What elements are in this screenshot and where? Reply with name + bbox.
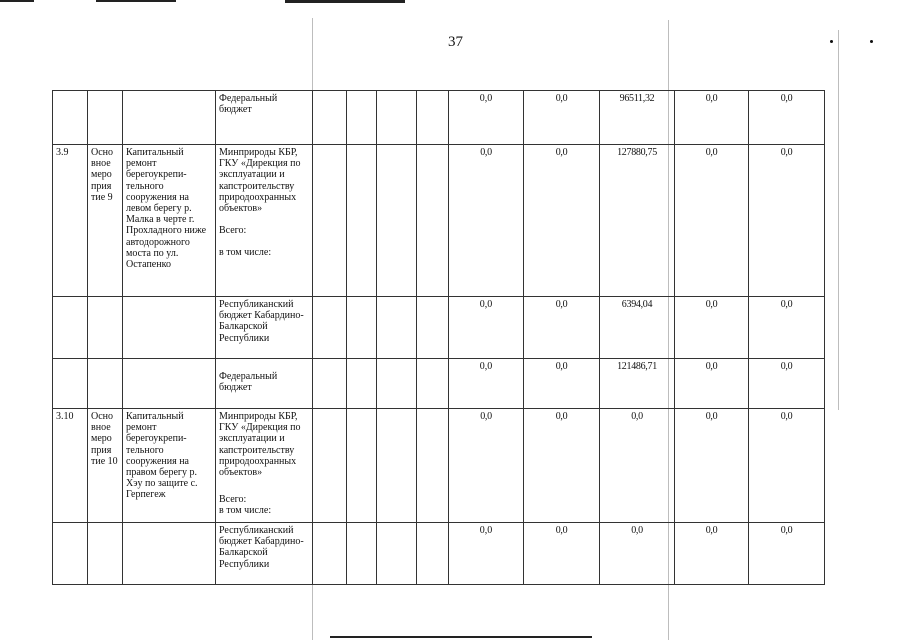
fold-line-far-right: [838, 30, 839, 410]
empty-cell: [347, 145, 377, 297]
row-description: [123, 297, 216, 359]
funding-source-name: Федеральный бюджет: [219, 371, 278, 394]
value-cell: 0,0: [449, 409, 524, 523]
empty-cell: [377, 523, 417, 585]
value-cell: 0,0: [449, 145, 524, 297]
empty-cell: [417, 297, 449, 359]
funding-source: [216, 145, 313, 297]
empty-cell: [313, 91, 347, 145]
value-cell: 0,0: [524, 297, 600, 359]
funding-total-label: Всего:: [219, 225, 247, 237]
empty-cell: [377, 409, 417, 523]
empty-cell: [347, 359, 377, 409]
value-cell: 6394,04: [600, 297, 675, 359]
scan-dot: [830, 40, 833, 43]
value-cell: 0,0: [449, 359, 524, 409]
empty-cell: [377, 91, 417, 145]
row-index: 3.10: [53, 409, 88, 523]
spacer: [219, 214, 309, 225]
funding-source-name: Минприроды КБР, ГКУ «Дирекция по эксплуатации и капстроительству природоохранных объектов»: [219, 147, 301, 215]
table-row: [53, 145, 825, 297]
row-index: [53, 523, 88, 585]
scan-artifact-top-center: [285, 0, 405, 3]
value-cell: 0,0: [600, 523, 675, 585]
value-cell: 0,0: [449, 297, 524, 359]
empty-cell: [377, 359, 417, 409]
funding-source: Федеральный бюджет: [216, 91, 313, 145]
empty-cell: [313, 409, 347, 523]
value-cell: 0,0: [749, 359, 825, 409]
empty-cell: [377, 297, 417, 359]
row-index: [53, 91, 88, 145]
funding-source: Республиканский бюджет Кабардино-Балкарской Республики: [216, 297, 313, 359]
value-cell: 0,0: [675, 409, 749, 523]
row-description: [123, 91, 216, 145]
value-cell: 0,0: [675, 523, 749, 585]
empty-cell: [417, 145, 449, 297]
empty-cell: [347, 409, 377, 523]
table-row: [53, 91, 825, 145]
funding-incl-label: в том числе:: [219, 247, 272, 259]
row-type: [88, 359, 123, 409]
value-cell: 0,0: [600, 409, 675, 523]
row-type: Осно вное меро прия тие 10: [88, 409, 123, 523]
value-cell: 0,0: [749, 297, 825, 359]
scan-artifact-bottom: [330, 636, 592, 638]
empty-cell: [313, 145, 347, 297]
value-cell: 0,0: [524, 145, 600, 297]
value-cell: 0,0: [524, 523, 600, 585]
funding-total-label: Всего:: [219, 494, 247, 506]
value-cell: 0,0: [675, 297, 749, 359]
funding-source: [216, 409, 313, 523]
row-type: [88, 523, 123, 585]
value-cell: 0,0: [524, 359, 600, 409]
value-cell: 0,0: [675, 359, 749, 409]
empty-cell: [417, 91, 449, 145]
value-cell: 0,0: [675, 91, 749, 145]
spacer: [219, 478, 309, 494]
scan-artifact-top-left: [0, 0, 34, 2]
value-cell: 0,0: [524, 409, 600, 523]
empty-cell: [313, 523, 347, 585]
funding-source-name: Минприроды КБР, ГКУ «Дирекция по эксплуатации и капстроительству природоохранных объектов»: [219, 411, 301, 479]
table-row: [53, 297, 825, 359]
empty-cell: [313, 359, 347, 409]
value-cell: 0,0: [449, 523, 524, 585]
scan-artifact-top-mid: [96, 0, 176, 2]
value-cell: 0,0: [749, 409, 825, 523]
empty-cell: [347, 523, 377, 585]
value-cell: 0,0: [749, 523, 825, 585]
row-index: [53, 359, 88, 409]
scan-dot: [870, 40, 873, 43]
value-cell: 0,0: [749, 145, 825, 297]
budget-table: [52, 90, 825, 585]
funding-source: Республиканский бюджет Кабардино-Балкарской Республики: [216, 523, 313, 585]
row-description: [123, 359, 216, 409]
empty-cell: [417, 409, 449, 523]
row-index: 3.9: [53, 145, 88, 297]
value-cell: 127880,75: [600, 145, 675, 297]
funding-incl-label: в том числе:: [219, 505, 272, 517]
empty-cell: [347, 297, 377, 359]
row-type: [88, 91, 123, 145]
empty-cell: [347, 91, 377, 145]
empty-cell: [313, 297, 347, 359]
row-description: [123, 523, 216, 585]
row-index: [53, 297, 88, 359]
row-description: Капитальный ремонт берегоукрепи-тельного сооружения на правом берегу р. Хэу по защите с. Герпегеж: [123, 409, 216, 523]
spacer: [219, 236, 309, 247]
row-type: [88, 297, 123, 359]
value-cell: 0,0: [524, 91, 600, 145]
table-row: [53, 359, 825, 409]
value-cell: 96511,32: [600, 91, 675, 145]
table-row: [53, 409, 825, 523]
value-cell: 0,0: [449, 91, 524, 145]
table-row: [53, 523, 825, 585]
value-cell: 0,0: [675, 145, 749, 297]
value-cell: 0,0: [749, 91, 825, 145]
row-description: Капитальный ремонт берегоукрепи-тельного сооружения на левом берегу р. Малка в черте г. Прохладного ниже автодорожного моста по ул. Остапенко: [123, 145, 216, 297]
empty-cell: [417, 523, 449, 585]
value-cell: 121486,71: [600, 359, 675, 409]
empty-cell: [417, 359, 449, 409]
empty-cell: [377, 145, 417, 297]
page-number: 37: [448, 34, 463, 50]
funding-source: [216, 359, 313, 409]
row-type: Осно вное меро прия тие 9: [88, 145, 123, 297]
